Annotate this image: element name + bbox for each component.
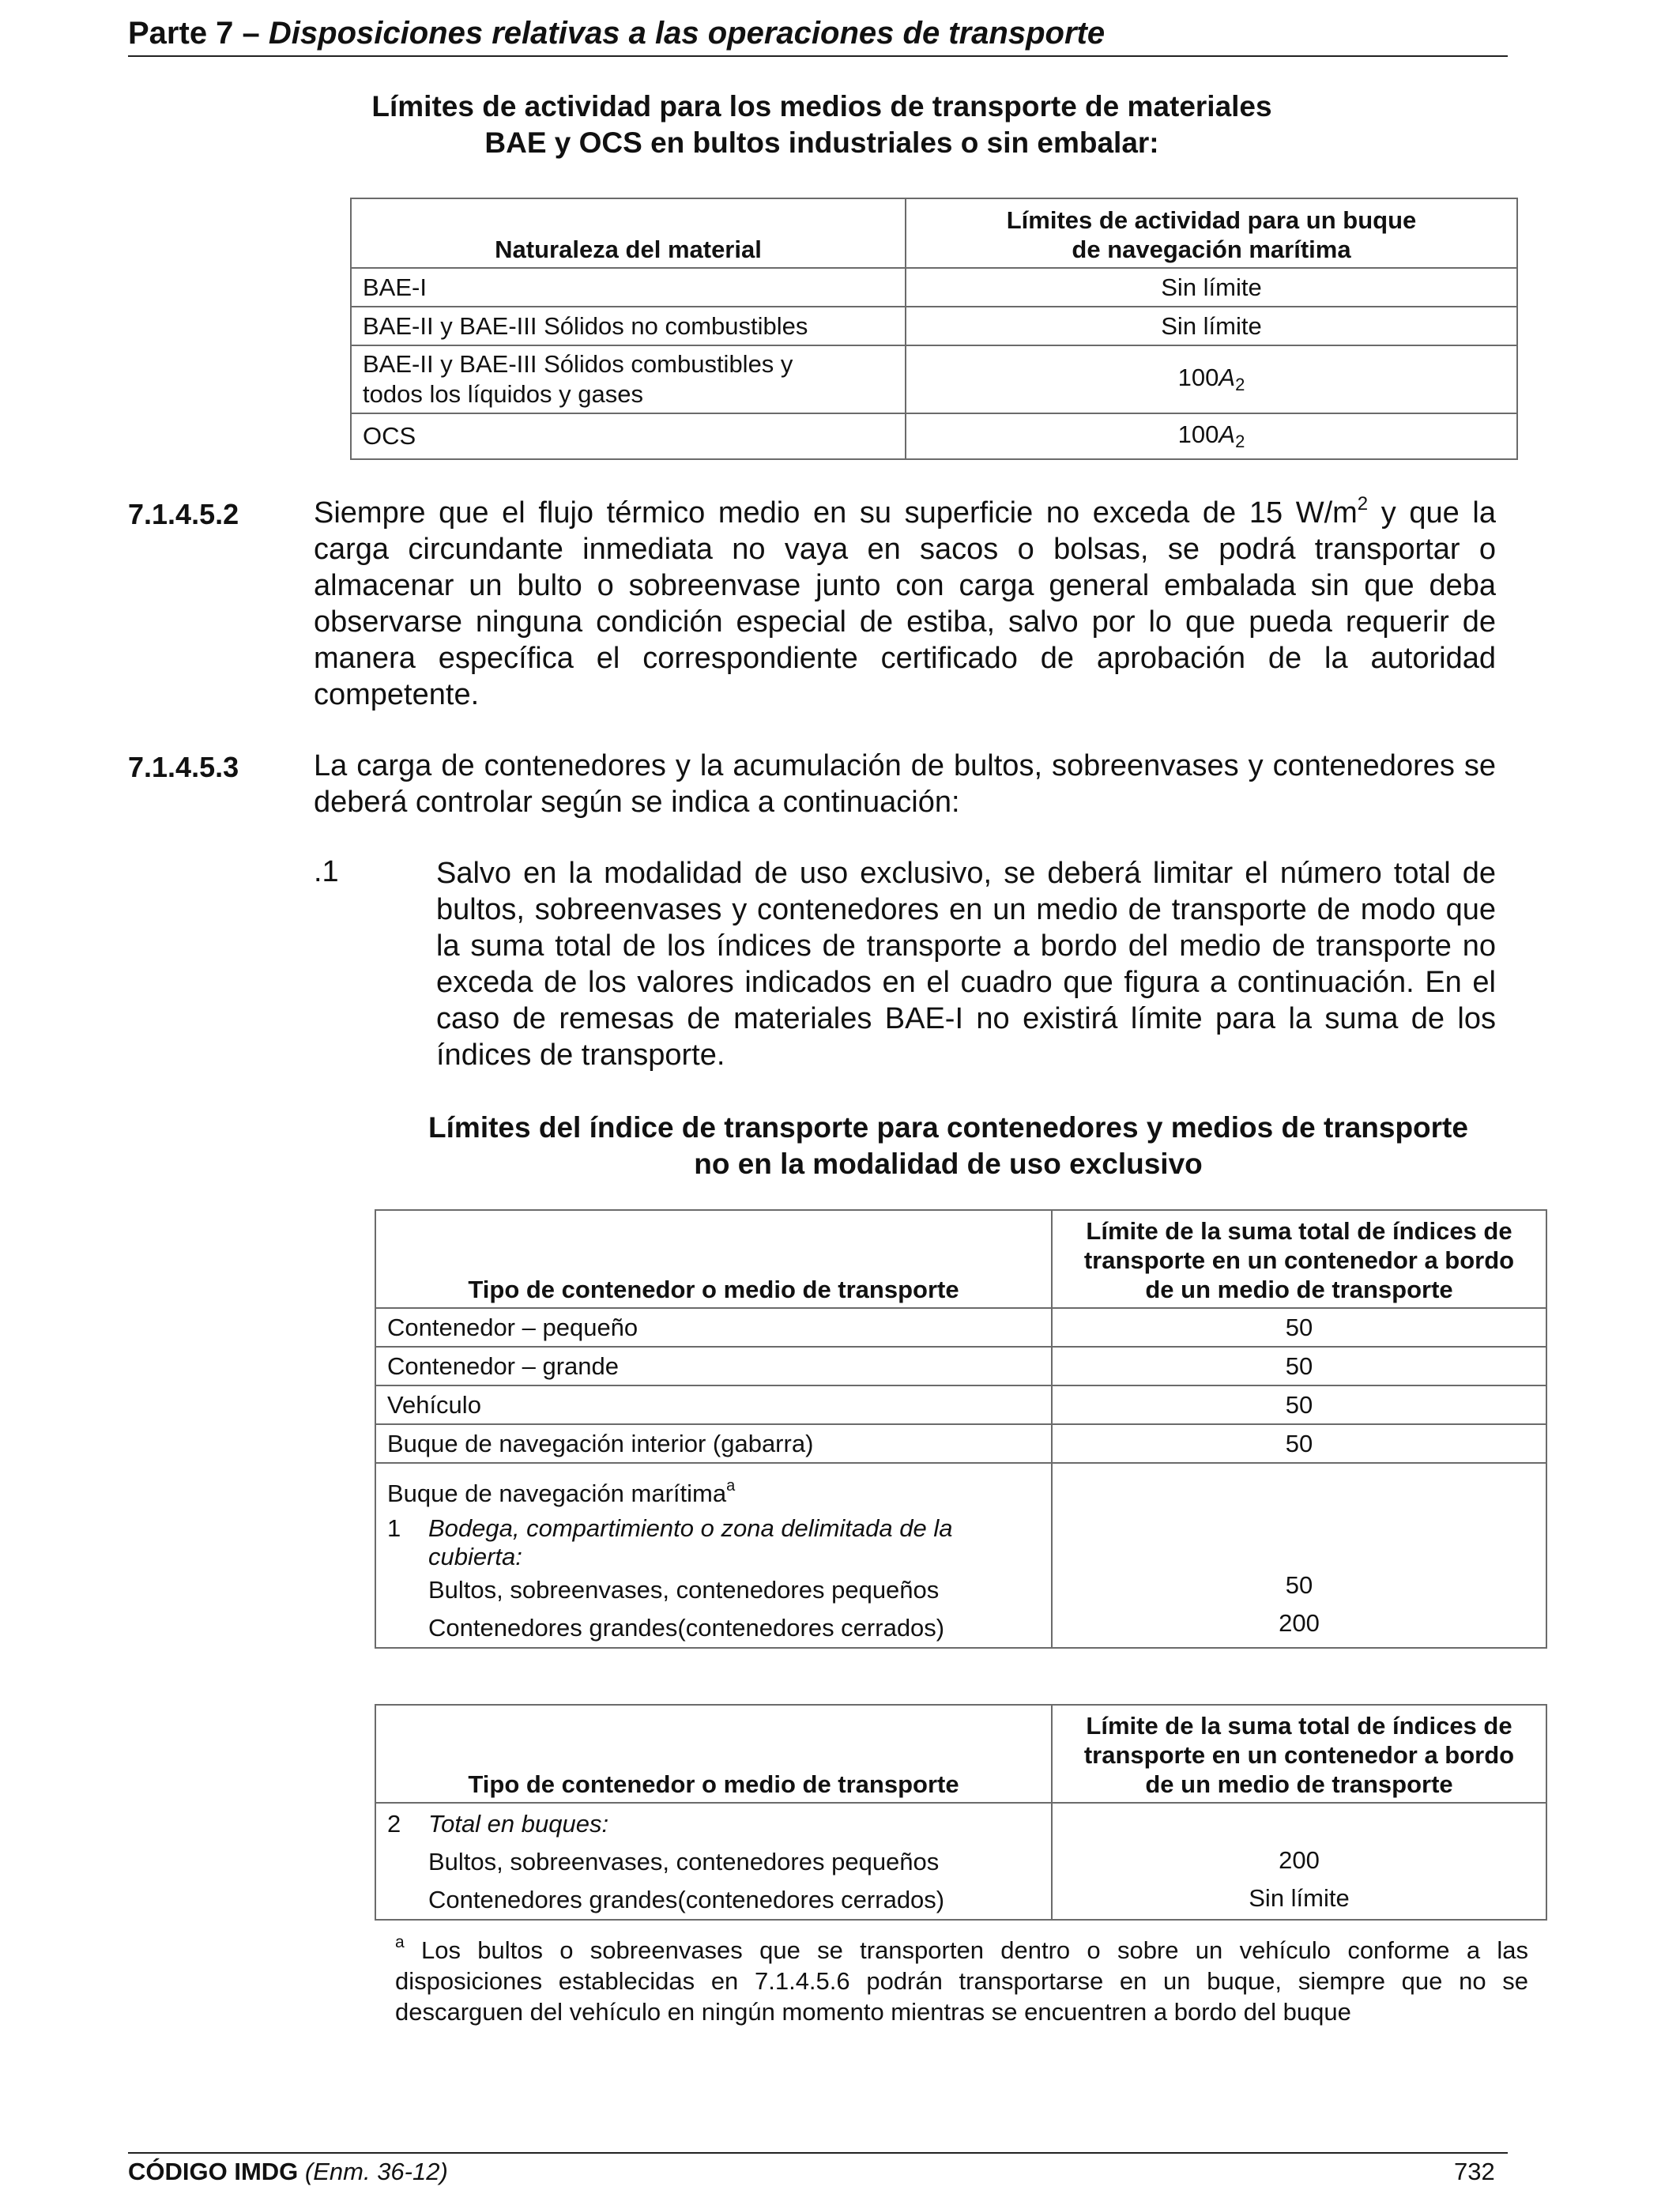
table2-cell-limit: 50 (1052, 1385, 1546, 1424)
table-row (375, 1308, 1546, 1347)
table2-cell-sea-vessel: Buque de navegación marítima$^a$ 1 Bodega, compartimiento o zona delimitada de la cubierta: Bultos, sobreenvases, contenedores pequeños Contenedores grandes(contenedores cerrados) (375, 1463, 1052, 1648)
table2-caption-line1: Límites del índice de transporte para contenedores y medios de transporte (428, 1111, 1468, 1144)
table1-header-material: Naturaleza del material (351, 198, 906, 268)
table1-cell-limit: $100A_2$ (906, 345, 1517, 413)
paragraph-number: 7.1.4.5.2 (128, 498, 239, 530)
footnote (395, 1935, 1528, 2027)
transport-index-limits-table (375, 1209, 1547, 1649)
running-header (128, 16, 1105, 51)
page-number: 732 (1454, 2158, 1495, 2185)
table2-cell-limit: 50 (1052, 1424, 1546, 1463)
header-title: Disposiciones relativas a las operaciones de transporte (268, 16, 1106, 51)
paragraph-number: 7.1.4.5.3 (128, 751, 239, 783)
table2-header-limit: Límite de la suma total de índices de transporte en un contenedor a bordo de un medio de transporte (1052, 1210, 1546, 1308)
activity-limits-table (350, 198, 1518, 460)
footer-code: CÓDIGO IMDG (Enm. 36-12) (128, 2158, 448, 2185)
sea-vessel-item: Bultos, sobreenvases, contenedores pequeños (428, 1576, 940, 1604)
table1-caption-line2: BAE y OCS en bultos industriales o sin embalar: (484, 126, 1159, 159)
table1-cell-limit: $100A_2$ (906, 413, 1517, 459)
table-row-sea-vessel (375, 1463, 1546, 1648)
table2-cell-type: Buque de navegación interior (gabarra) (375, 1424, 1052, 1463)
total-vessel-limits-table (375, 1704, 1547, 1921)
table2-header-row (375, 1210, 1546, 1308)
table2-header-type: Tipo de contenedor o medio de transporte (375, 1210, 1052, 1308)
table1-cell-limit: Sin límite (906, 307, 1517, 345)
sub-number: 2 (387, 1810, 401, 1838)
paragraph-7-1-4-5-2: Siempre que el flujo térmico medio en su superficie no exceda de 15 $W/m^2$ y que la carga circundante inmediata no vaya en sacos o bolsas, se podrá transportar o almacenar un bulto o sobreenvase junto con carga general embalada sin que deba observarse ninguna condición especial de estiba, salvo por lo que pueda requerir de manera específica el correspondiente certificado de aprobación de la autoridad competente. (314, 493, 1496, 711)
table1-cell-material: BAE-II y BAE-III Sólidos combustibles y todos los líquidos y gases (351, 345, 906, 413)
sub-label: Total en buques: (428, 1810, 609, 1838)
table-row (351, 413, 1517, 459)
table3-cell-limits: 200 Sin límite (1052, 1803, 1546, 1920)
table1-cell-limit: Sin límite (906, 268, 1517, 307)
table2-cell-type: Vehículo (375, 1385, 1052, 1424)
table-row (375, 1385, 1546, 1424)
table2-cell-type: Contenedor – pequeño (375, 1308, 1052, 1347)
sea-vessel-label: Buque de navegación marítima (387, 1480, 727, 1507)
paragraph-7-1-4-5-3: La carga de contenedores y la acumulación de bultos, sobreenvases y contenedores se deberá controlar según se indica a continuación: (314, 749, 1496, 819)
table-row (375, 1347, 1546, 1385)
table1-caption (348, 89, 1296, 161)
table3-header-row (375, 1705, 1546, 1803)
sea-vessel-item: Contenedores grandes(contenedores cerrados) (428, 1614, 945, 1642)
total-item: Bultos, sobreenvases, contenedores pequeños (428, 1848, 940, 1875)
footnote-marker: a (395, 1933, 405, 1951)
header-part: Parte 7 – (128, 16, 260, 51)
header-rule (128, 55, 1508, 57)
table1-cell-material: BAE-I (351, 268, 906, 307)
table1-header-limit: Límites de actividad para un buque de navegación marítima (906, 198, 1517, 268)
table-row (351, 268, 1517, 307)
table1-cell-material: OCS (351, 413, 906, 459)
table2-cell-limit: 50 (1052, 1347, 1546, 1385)
table2-cell-type: Contenedor – grande (375, 1347, 1052, 1385)
table-row-total-vessels (375, 1803, 1546, 1920)
table-row (351, 307, 1517, 345)
table2-cell-limit: 50 (1052, 1308, 1546, 1347)
footer-rule (128, 2152, 1508, 2154)
list-item-text: Salvo en la modalidad de uso exclusivo, se deberá limitar el número total de bultos, sobreenvases y contenedores en un medio de transporte de modo que la suma total de los índices de transporte a bordo del medio de transporte no exceda de los valores indicados en el cuadro que figura a continuación. En el caso de remesas de materiales BAE-I no existirá límite para la suma de los índices de transporte. (436, 857, 1496, 1072)
table3-header-limit: Límite de la suma total de índices de transporte en un contenedor a bordo de un medio de transporte (1052, 1705, 1546, 1803)
list-item-number: .1 (314, 855, 339, 888)
table-row (351, 345, 1517, 413)
footer-amendment: (Enm. 36-12) (304, 2158, 448, 2185)
table1-caption-line1: Límites de actividad para los medios de transporte de materiales (371, 90, 1272, 123)
footnote-text: Los bultos o sobreenvases que se transporten dentro o sobre un vehículo conforme a las disposiciones establecidas en 7.1.4.5.6 podrán transportarse en un buque, siempre que no se descarguen del vehículo en ningún momento mientras se encuentren a bordo del buque (395, 1936, 1528, 2026)
table3-cell-type (375, 1803, 1052, 1920)
table2-caption (340, 1110, 1557, 1182)
table2-cell-sea-vessel-limits: 50 200 (1052, 1463, 1546, 1648)
table1-cell-material: BAE-II y BAE-III Sólidos no combustibles (351, 307, 906, 345)
sub-number: 1 (387, 1514, 401, 1542)
table1-header-row (351, 198, 1517, 268)
total-item: Contenedores grandes(contenedores cerrados) (428, 1886, 945, 1913)
table3-header-type: Tipo de contenedor o medio de transporte (375, 1705, 1052, 1803)
table2-caption-line2: no en la modalidad de uso exclusivo (694, 1148, 1203, 1180)
table-row (375, 1424, 1546, 1463)
